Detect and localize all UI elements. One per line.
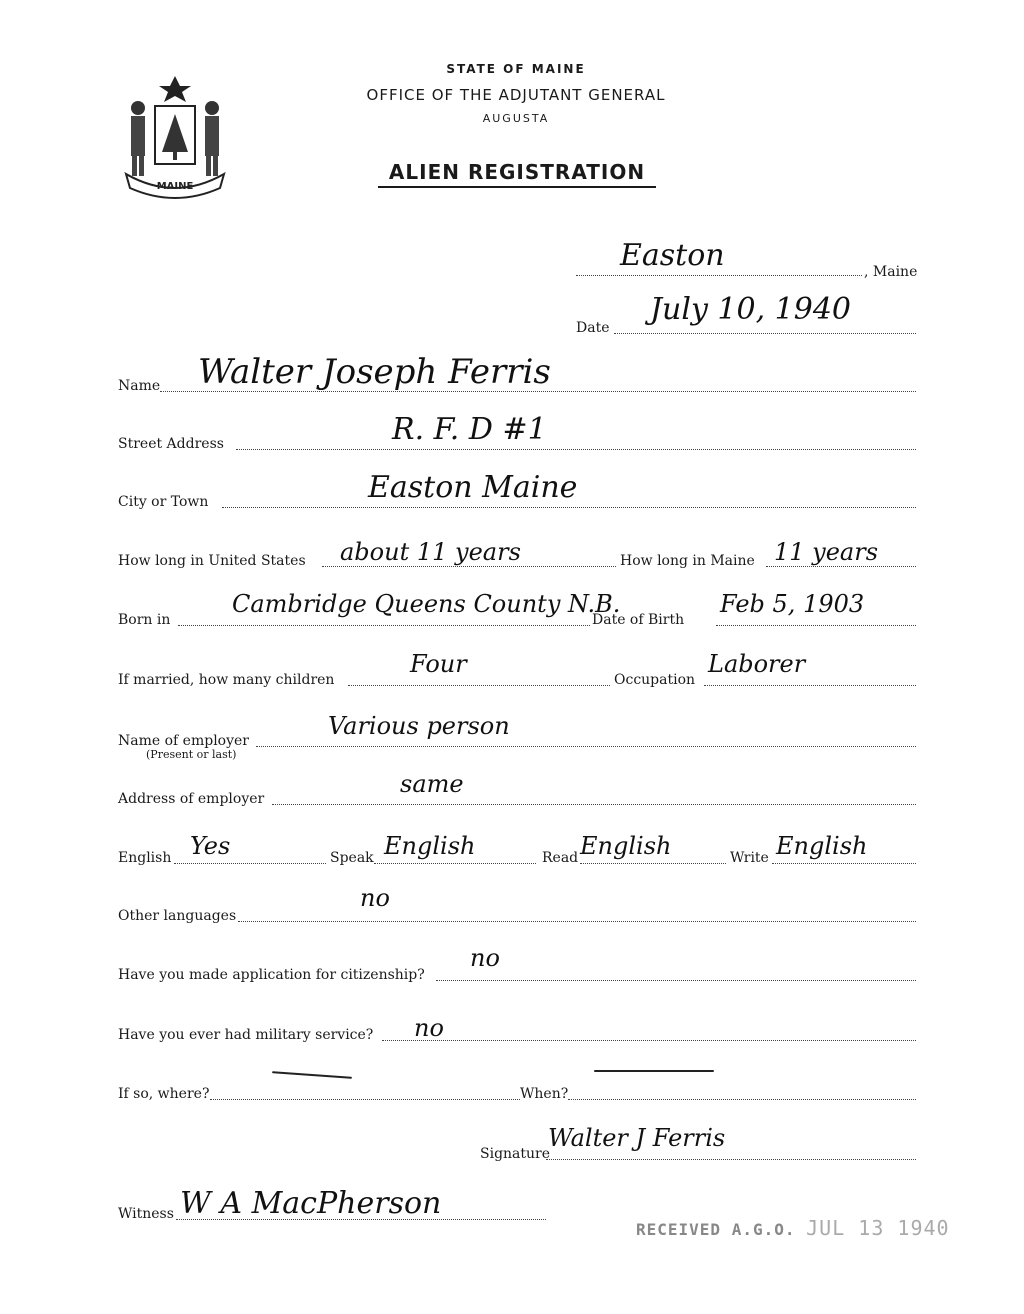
speak-line — [374, 862, 536, 864]
dob-value: Feb 5, 1903 — [720, 590, 865, 618]
form-title: ALIEN REGISTRATION — [378, 160, 656, 188]
read-line — [580, 862, 726, 864]
where-dash — [272, 1071, 352, 1079]
military-label: Have you ever had military service? — [118, 1027, 374, 1043]
date-line — [614, 332, 916, 334]
when-line — [568, 1098, 916, 1100]
employer-address-label: Address of employer — [118, 791, 265, 807]
where-line — [210, 1098, 520, 1100]
maine-time-value: 11 years — [774, 538, 879, 566]
place-line — [576, 274, 862, 276]
dob-label: Date of Birth — [592, 612, 685, 628]
us-time-value: about 11 years — [340, 538, 521, 566]
other-languages-value: no — [360, 884, 390, 912]
city-heading: AUGUSTA — [482, 112, 550, 125]
street-label: Street Address — [118, 436, 224, 452]
write-value: English — [776, 832, 868, 860]
english-value: Yes — [190, 832, 231, 860]
office-heading: OFFICE OF THE ADJUTANT GENERAL — [366, 86, 666, 104]
where-label: If so, where? — [118, 1086, 210, 1102]
occupation-label: Occupation — [614, 672, 696, 688]
speak-value: English — [384, 832, 476, 860]
date-value: July 10, 1940 — [650, 292, 852, 327]
write-label: Write — [730, 850, 769, 866]
read-label: Read — [542, 850, 579, 866]
write-line — [772, 862, 916, 864]
city-label: City or Town — [118, 494, 209, 510]
children-label: If married, how many children — [118, 672, 335, 688]
citizenship-line — [436, 979, 916, 981]
children-value: Four — [410, 650, 467, 678]
dob-line — [716, 624, 916, 626]
employer-sublabel: (Present or last) — [146, 748, 237, 761]
born-line — [178, 624, 590, 626]
witness-value: W A MacPherson — [180, 1186, 442, 1221]
street-value: R. F. D #1 — [392, 412, 547, 447]
city-value: Easton Maine — [368, 470, 578, 505]
signature-line — [546, 1158, 916, 1160]
when-label: When? — [520, 1086, 569, 1102]
city-line — [222, 506, 916, 508]
place-label: , Maine — [864, 264, 918, 280]
maine-time-label: How long in Maine — [620, 553, 755, 569]
born-label: Born in — [118, 612, 171, 628]
read-value: English — [580, 832, 672, 860]
received-stamp — [636, 1216, 950, 1240]
signature-value: Walter J Ferris — [548, 1124, 726, 1152]
children-line — [348, 684, 610, 686]
employer-value: Various person — [328, 712, 510, 740]
occupation-line — [704, 684, 916, 686]
received-stamp-date: JUL 13 1940 — [806, 1216, 950, 1240]
occupation-value: Laborer — [708, 650, 806, 678]
street-line — [236, 448, 916, 450]
employer-address-value: same — [400, 770, 464, 798]
name-label: Name — [118, 378, 161, 394]
english-label: English — [118, 850, 172, 866]
military-value: no — [414, 1014, 444, 1042]
other-languages-line — [238, 920, 916, 922]
name-value: Walter Joseph Ferris — [198, 352, 551, 392]
date-label: Date — [576, 320, 610, 336]
employer-address-line — [272, 803, 916, 805]
born-value: Cambridge Queens County N.B. — [232, 590, 621, 618]
state-heading: STATE OF MAINE — [446, 62, 586, 76]
other-languages-label: Other languages — [118, 908, 237, 924]
received-stamp-text: RECEIVED A.G.O. — [636, 1220, 796, 1239]
witness-label: Witness — [118, 1206, 174, 1222]
military-line — [382, 1039, 916, 1041]
english-line — [174, 862, 326, 864]
signature-label: Signature — [480, 1146, 551, 1162]
document-header — [0, 0, 1024, 200]
place-value: Easton — [620, 238, 725, 273]
speak-label: Speak — [330, 850, 374, 866]
us-time-label: How long in United States — [118, 553, 306, 569]
employer-label: Name of employer — [118, 733, 249, 749]
svg-text:MAINE: MAINE — [156, 181, 194, 192]
citizenship-label: Have you made application for citizenship? — [118, 967, 425, 983]
when-dash — [594, 1070, 714, 1072]
employer-line — [256, 745, 916, 747]
citizenship-value: no — [470, 944, 500, 972]
